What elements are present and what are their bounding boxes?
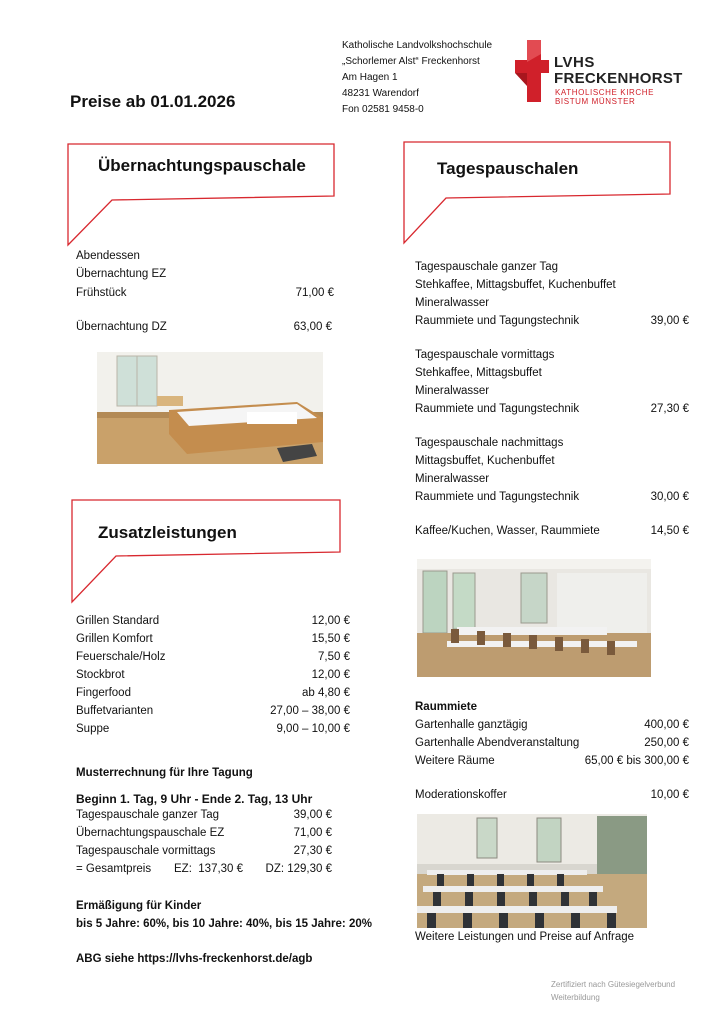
raummiete-list <box>415 716 689 770</box>
tages-block <box>415 258 689 330</box>
logo-text-lvhs: LVHS <box>554 54 595 71</box>
block-line: Raummiete und Tagungstechnik <box>415 403 580 415</box>
address-line: 48231 Warendorf <box>342 88 419 99</box>
total-row <box>76 860 332 878</box>
list-item <box>76 806 332 824</box>
item-label: Buffetvarianten <box>76 705 154 717</box>
dz-label: DZ <box>151 321 167 333</box>
total-dz: DZ: 129,30 € <box>265 863 332 875</box>
classroom-photo <box>417 814 647 928</box>
footer-line: Weiterbildung <box>551 993 600 1002</box>
cross-logo-icon <box>515 40 549 102</box>
item-price: 250,00 € <box>644 737 689 749</box>
item-price: 12,00 € <box>311 615 350 627</box>
item-price: 30,00 € <box>650 491 689 503</box>
list-item <box>76 720 350 738</box>
item-price: 39,00 € <box>650 315 689 327</box>
item-label: Stockbrot <box>76 669 125 681</box>
item-label: Übernachtungspauschale EZ <box>76 827 225 839</box>
block-line: Mineralwasser <box>415 385 490 397</box>
list-item <box>76 666 350 684</box>
total-ez: EZ: 137,30 € <box>174 863 244 875</box>
item-price: 15,50 € <box>311 633 350 645</box>
block-line: Tagespauschale ganzer Tag <box>415 261 559 273</box>
tages-title: Tagespauschalen <box>437 159 579 178</box>
logo-text-freckenhorst: FRECKENHORST <box>554 70 683 87</box>
item-price: ab 4,80 € <box>302 687 350 699</box>
item-label: Suppe <box>76 723 110 735</box>
block-line: Stehkaffee, Mittagsbuffet <box>415 367 542 379</box>
logo-subtitle-kirche: KATHOLISCHE KIRCHE <box>555 88 655 97</box>
item-price: 71,00 € <box>293 827 332 839</box>
list-item <box>76 648 350 666</box>
item-label: Kaffee/Kuchen, Wasser, Raummiete <box>415 525 600 537</box>
item-price: 27,00 – 38,00 € <box>270 705 350 717</box>
item-price: 7,50 € <box>318 651 350 663</box>
block-price-row <box>415 312 689 330</box>
list-item <box>76 284 334 302</box>
block-price-row <box>415 400 689 418</box>
list-item <box>415 752 689 770</box>
address-line: „Schorlemer Alst“ Freckenhorst <box>342 56 480 67</box>
price-dz: 63,00 € <box>293 321 332 333</box>
item-label: Abendessen <box>76 250 140 262</box>
muster-subtitle: Beginn 1. Tag, 9 Uhr - Ende 2. Tag, 13 Uhr <box>76 792 313 806</box>
item-price: 400,00 € <box>644 719 689 731</box>
block-line: Mineralwasser <box>415 473 490 485</box>
moderation-row <box>415 786 689 804</box>
item-label: Grillen Komfort <box>76 633 153 645</box>
list-item <box>76 612 350 630</box>
kaffee-row <box>415 522 689 540</box>
item-price: 9,00 – 10,00 € <box>276 723 350 735</box>
address-line: Katholische Landvolkshochschule <box>342 40 493 51</box>
footer-line: Zertifiziert nach Gütesiegelverbund <box>551 980 676 989</box>
item-label: Übernachtung <box>76 321 152 333</box>
bedroom-photo <box>97 352 323 464</box>
item-label: Feuerschale/Holz <box>76 651 166 663</box>
list-item <box>76 842 332 860</box>
kinder-text: bis 5 Jahre: 60%, bis 10 Jahre: 40%, bis 15 Jahre: 20% <box>76 918 372 930</box>
item-price: 14,50 € <box>650 525 689 537</box>
zusatz-title: Zusatzleistungen <box>98 523 237 542</box>
raummiete-title: Raummiete <box>415 701 477 713</box>
zusatz-list <box>76 612 350 738</box>
item-label: Gartenhalle ganztägig <box>415 719 528 731</box>
item-price: 65,00 € bis 300,00 € <box>584 755 689 767</box>
tages-block <box>415 434 689 506</box>
item-label: Moderationskoffer <box>415 789 507 801</box>
item-label: Tagespauschale ganzer Tag <box>76 809 220 821</box>
item-label: Weitere Räume <box>415 755 495 767</box>
uebernachtung-title: Übernachtungspauschale <box>98 156 306 175</box>
tages-block <box>415 346 689 418</box>
speech-bubble-zusatz <box>64 494 346 606</box>
item-price: 12,00 € <box>311 669 350 681</box>
block-line: Raummiete und Tagungstechnik <box>415 491 580 503</box>
weitere-leistungen-note: Weitere Leistungen und Preise auf Anfrage <box>415 931 635 943</box>
list-item <box>415 734 689 752</box>
certification-footer <box>551 978 675 1004</box>
total-label: = Gesamtpreis <box>76 863 152 875</box>
speech-bubble-tages <box>398 137 676 249</box>
block-price-row <box>415 488 689 506</box>
block-line: Stehkaffee, Mittagsbuffet, Kuchenbuffet <box>415 279 616 291</box>
address-line: Am Hagen 1 <box>342 72 398 83</box>
ez-label: EZ <box>151 268 167 280</box>
muster-title: Musterrechnung für Ihre Tagung <box>76 767 253 779</box>
block-line: Tagespauschale nachmittags <box>415 437 564 449</box>
price-ez: 71,00 € <box>295 287 334 299</box>
item-price: 39,00 € <box>293 809 332 821</box>
agb-link[interactable]: ABG siehe https://lvhs-freckenhorst.de/agb <box>76 953 313 965</box>
list-item <box>76 247 334 265</box>
prices-from-heading: Preise ab 01.01.2026 <box>70 92 236 111</box>
item-label: Grillen Standard <box>76 615 160 627</box>
item-label: Tagespauschale vormittags <box>76 845 216 857</box>
list-item <box>76 318 332 336</box>
item-price: 27,30 € <box>293 845 332 857</box>
block-line: Mittagsbuffet, Kuchenbuffet <box>415 455 555 467</box>
list-item <box>76 265 334 283</box>
seminar-room-photo <box>417 559 651 677</box>
list-item <box>415 716 689 734</box>
list-item <box>76 630 350 648</box>
logo-subtitle-bistum: BISTUM MÜNSTER <box>555 97 636 106</box>
item-price: 10,00 € <box>650 789 689 801</box>
block-line: Tagespauschale vormittags <box>415 349 555 361</box>
list-item <box>76 684 350 702</box>
address-block <box>342 38 492 118</box>
item-label: Fingerfood <box>76 687 131 699</box>
block-line: Mineralwasser <box>415 297 490 309</box>
address-line: Fon 02581 9458-0 <box>342 104 424 115</box>
list-item <box>76 702 350 720</box>
item-label: Übernachtung <box>76 268 152 280</box>
item-label: Frühstück <box>76 287 127 299</box>
muster-list <box>76 806 332 878</box>
kinder-title: Ermäßigung für Kinder <box>76 900 202 912</box>
list-item <box>76 824 332 842</box>
item-price: 27,30 € <box>650 403 689 415</box>
block-line: Raummiete und Tagungstechnik <box>415 315 580 327</box>
item-label: Gartenhalle Abendveranstaltung <box>415 737 580 749</box>
